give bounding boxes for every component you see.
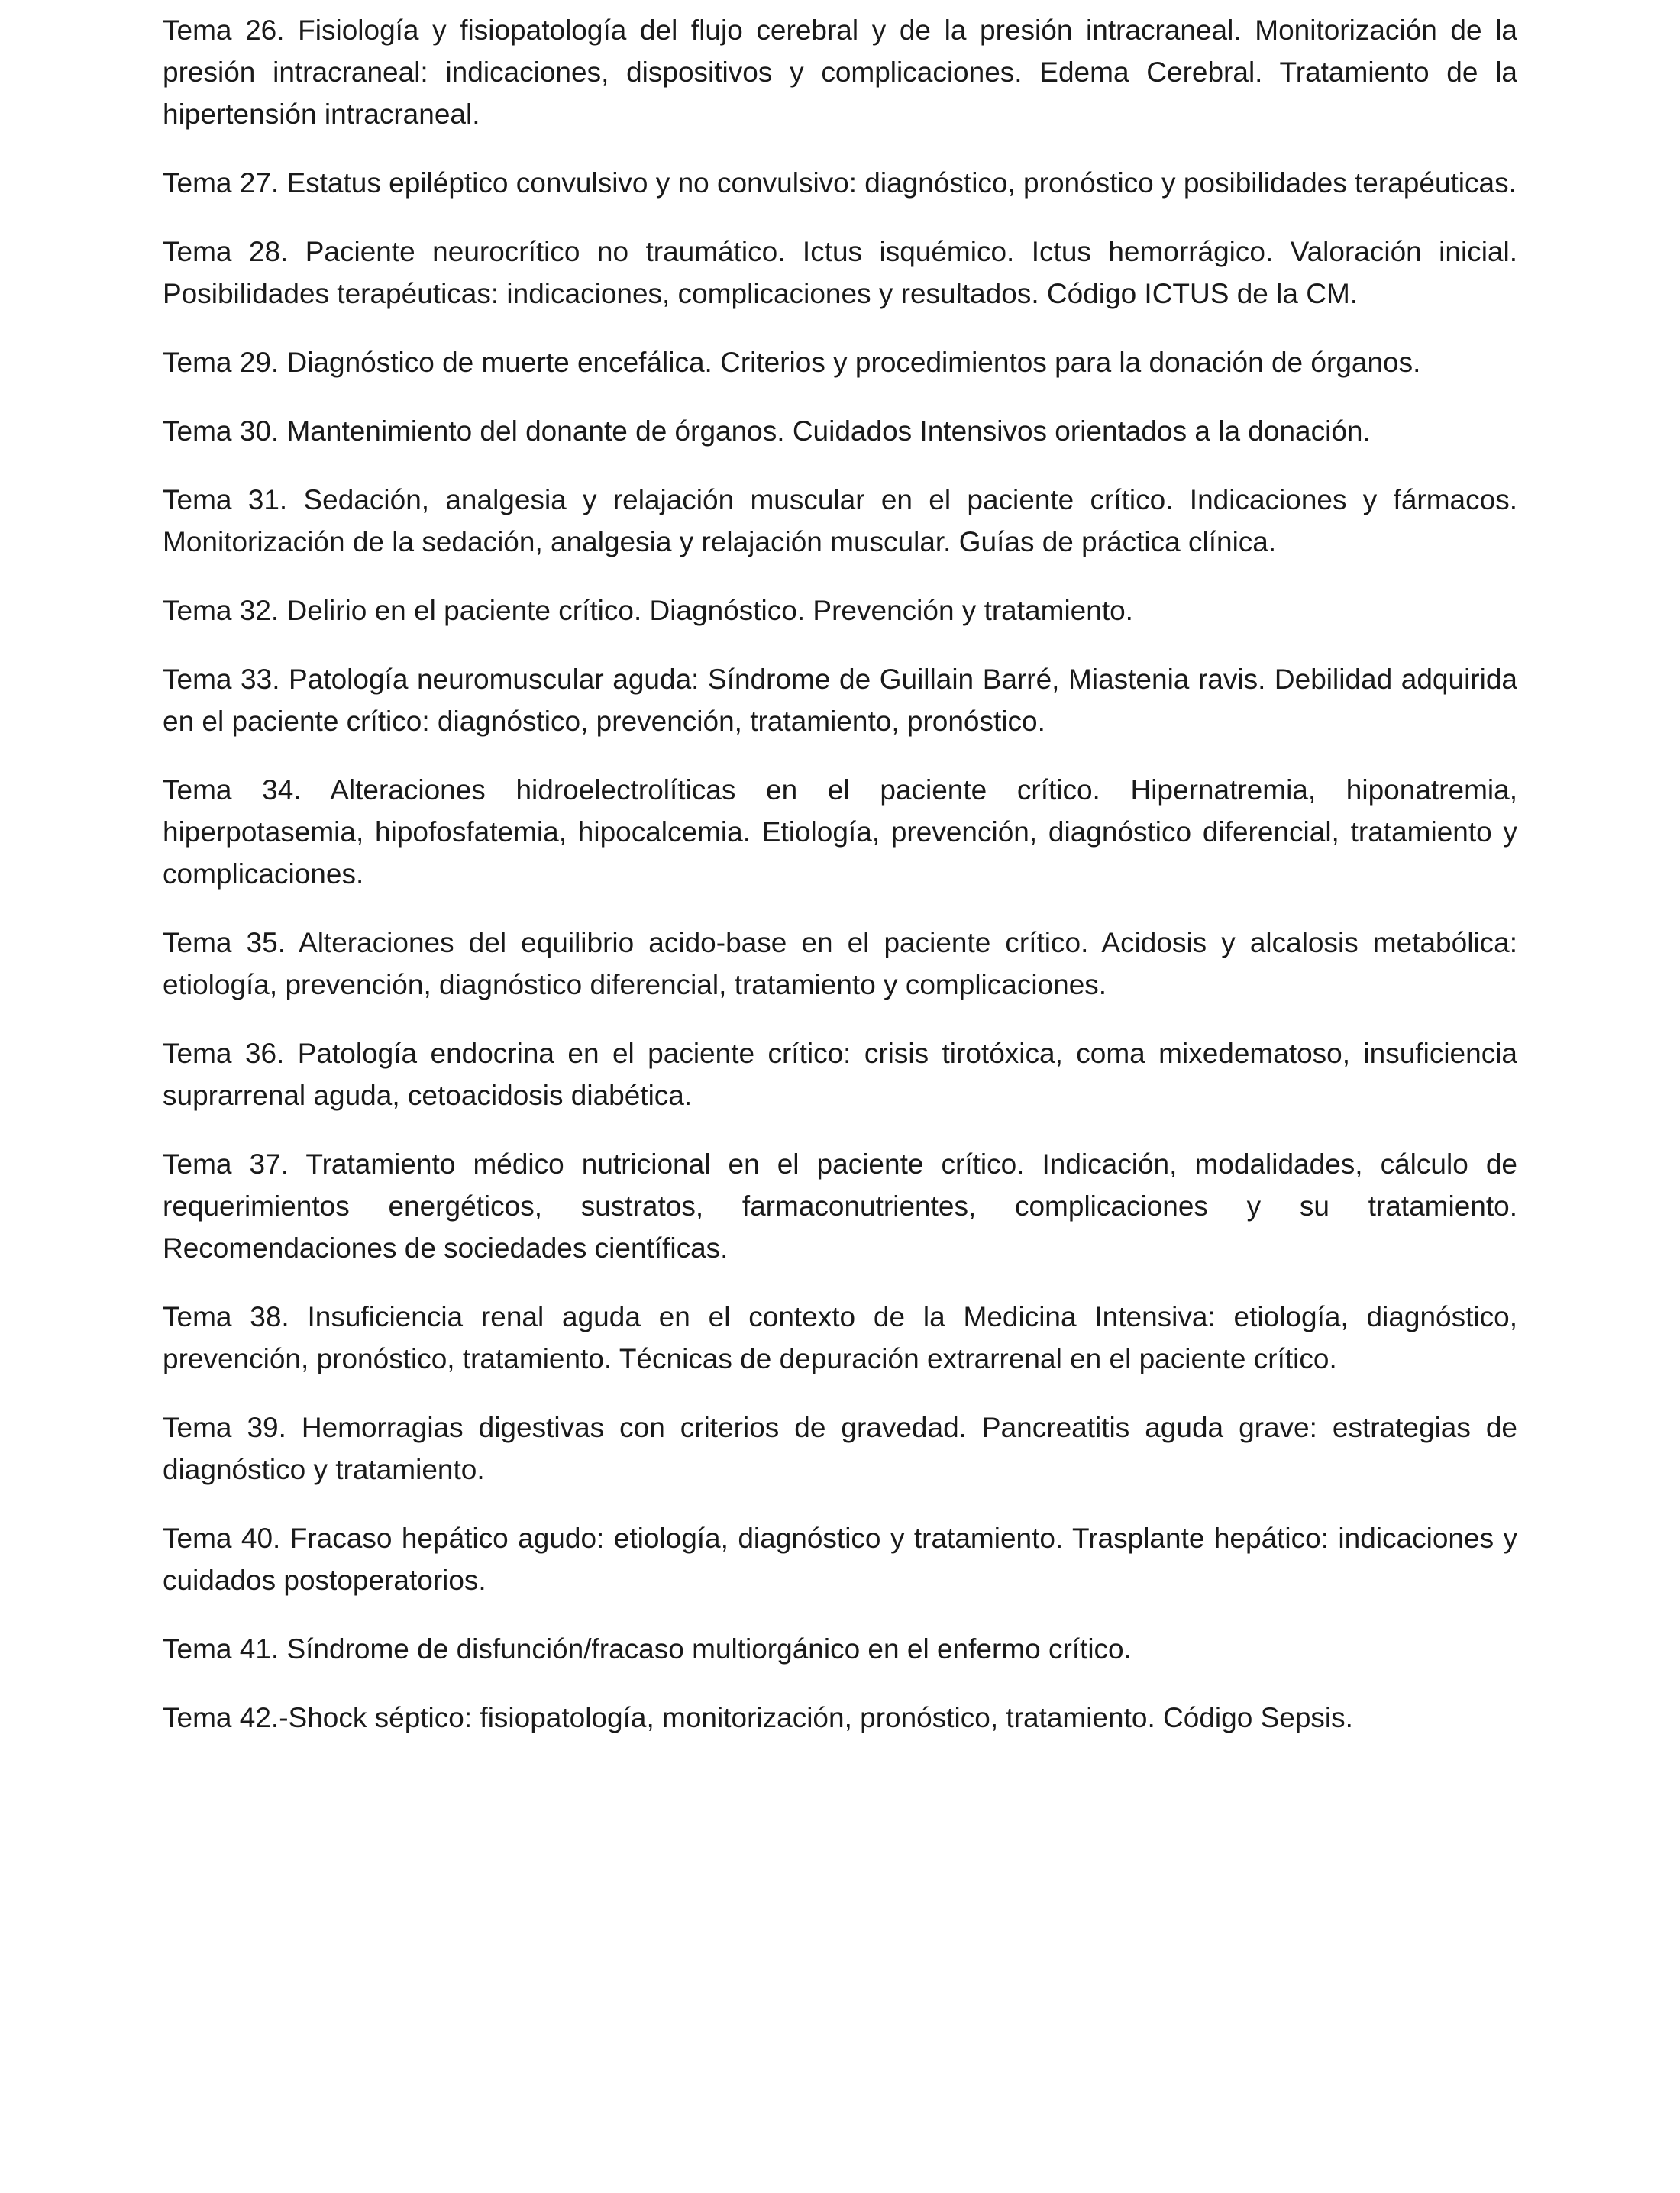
tema-31-paragraph: Tema 31. Sedación, analgesia y relajación muscular en el paciente crítico. Indicaciones y fármacos. Monitorización de la sedación, analgesia y relajación muscular. Guías de práctica clínica. [163, 484, 1517, 557]
tema-36-paragraph: Tema 36. Patología endocrina en el paciente crítico: crisis tirotóxica, coma mixedematoso, insuficiencia suprarrenal aguda, cetoacidosis diabética. [163, 1038, 1517, 1111]
tema-34-paragraph: Tema 34. Alteraciones hidroelectrolíticas en el paciente crítico. Hipernatremia, hiponatremia, hiperpotasemia, hipofosfatemia, hipocalcemia. Etiología, prevención, diagnóstico diferencial, tratamiento y complicaciones. [163, 774, 1517, 890]
tema-39-paragraph: Tema 39. Hemorragias digestivas con criterios de gravedad. Pancreatitis aguda grave: estrategias de diagnóstico y tratamiento. [163, 1412, 1517, 1485]
tema-41-paragraph: Tema 41. Síndrome de disfunción/fracaso multiorgánico en el enfermo crítico. [163, 1633, 1132, 1665]
tema-37-paragraph: Tema 37. Tratamiento médico nutricional en el paciente crítico. Indicación, modalidades, cálculo de requerimientos energéticos, sustratos, farmaconutrientes, complicaciones y su tratamiento. Recomendaciones de sociedades científicas. [163, 1148, 1517, 1264]
tema-42-paragraph: Tema 42.-Shock séptico: fisiopatología, monitorización, pronóstico, tratamiento. Código Sepsis. [163, 1702, 1353, 1733]
tema-29-paragraph: Tema 29. Diagnóstico de muerte encefálica. Criterios y procedimientos para la donación de órganos. [163, 347, 1421, 378]
tema-40-paragraph: Tema 40. Fracaso hepático agudo: etiología, diagnóstico y tratamiento. Trasplante hepático: indicaciones y cuidados postoperatorios. [163, 1523, 1517, 1596]
tema-27-paragraph: Tema 27. Estatus epiléptico convulsivo y no convulsivo: diagnóstico, pronóstico y posibilidades terapéuticas. [163, 167, 1517, 199]
tema-35-paragraph: Tema 35. Alteraciones del equilibrio acido-base en el paciente crítico. Acidosis y alcalosis metabólica: etiología, prevención, diagnóstico diferencial, tratamiento y complicaciones. [163, 927, 1517, 1000]
tema-38-paragraph: Tema 38. Insuficiencia renal aguda en el contexto de la Medicina Intensiva: etiología, diagnóstico, prevención, pronóstico, tratamiento. Técnicas de depuración extrarrenal en el paciente crítico. [163, 1301, 1517, 1374]
tema-28-paragraph: Tema 28. Paciente neurocrítico no traumático. Ictus isquémico. Ictus hemorrágico. Valoración inicial. Posibilidades terapéuticas: indicaciones, complicaciones y resultados. Código ICTUS de la CM. [163, 236, 1517, 309]
document-page [163, 0, 1517, 1765]
tema-30-paragraph: Tema 30. Mantenimiento del donante de órganos. Cuidados Intensivos orientados a la donación. [163, 415, 1371, 447]
tema-26-paragraph: Tema 26. Fisiología y fisiopatología del flujo cerebral y de la presión intracraneal. Monitorización de la presión intracraneal: indicaciones, dispositivos y complicaciones. Edema Cerebral. Tratamiento de la hipertensión intracraneal. [163, 15, 1517, 130]
tema-33-paragraph: Tema 33. Patología neuromuscular aguda: Síndrome de Guillain Barré, Miastenia ravis. Debilidad adquirida en el paciente crítico: diagnóstico, prevención, tratamiento, pronóstico. [163, 664, 1517, 737]
tema-32-paragraph: Tema 32. Delirio en el paciente crítico. Diagnóstico. Prevención y tratamiento. [163, 595, 1133, 626]
